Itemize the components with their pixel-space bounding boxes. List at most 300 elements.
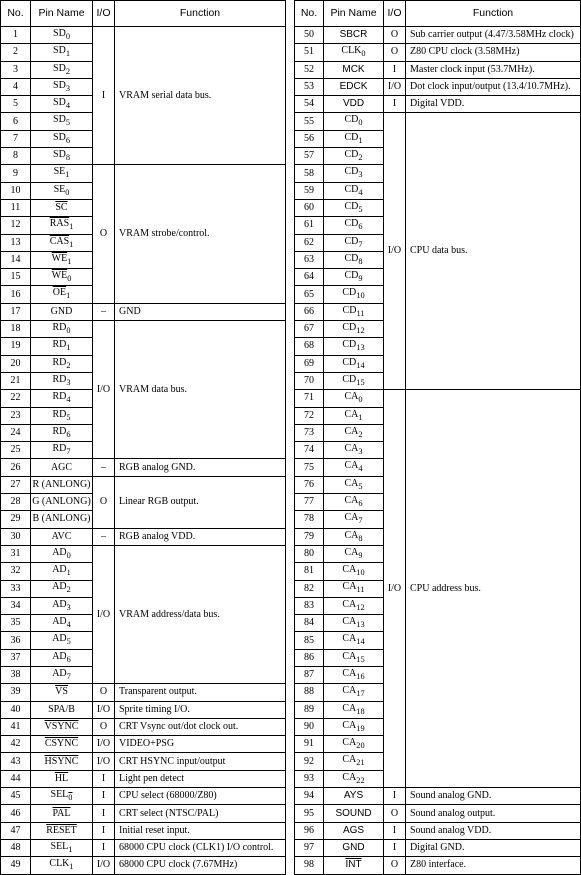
pin-name-text: AGC bbox=[50, 461, 73, 473]
pin-name bbox=[31, 701, 93, 718]
pin-number: 55 bbox=[295, 113, 324, 130]
pin-subscript: 7 bbox=[358, 516, 363, 526]
pin-name bbox=[324, 148, 384, 165]
pin-number: 30 bbox=[1, 528, 31, 545]
pin-subscript: 6 bbox=[66, 429, 71, 439]
pin-number: 84 bbox=[295, 615, 324, 632]
pin-number: 9 bbox=[1, 165, 31, 182]
pin-name-text: SD bbox=[53, 27, 66, 39]
pin-name-text: CA bbox=[342, 633, 357, 645]
pin-number: 39 bbox=[1, 684, 31, 701]
pin-subscript: 6 bbox=[358, 222, 363, 232]
pin-name-text: CSYNC bbox=[44, 738, 79, 750]
pin-number: 61 bbox=[295, 217, 324, 234]
pin-name-text: SBCR bbox=[339, 29, 368, 41]
pin-name-text: $\overline{SC}$ bbox=[55, 202, 68, 214]
pin-name bbox=[31, 857, 93, 874]
header-pin-name: Pin Name bbox=[324, 1, 384, 27]
pin-name bbox=[31, 44, 93, 61]
pin-name-text: CD bbox=[344, 218, 359, 230]
pin-number: 57 bbox=[295, 148, 324, 165]
pin-name bbox=[31, 528, 93, 545]
table-row bbox=[1, 321, 286, 338]
pin-name-text: SD bbox=[53, 97, 66, 109]
pin-name-text: RD bbox=[52, 339, 67, 351]
pin-name bbox=[31, 632, 93, 649]
pin-number: 92 bbox=[295, 753, 324, 770]
pin-name-text: VDD bbox=[342, 98, 365, 110]
pin-subscript: 0 bbox=[358, 118, 363, 128]
pin-number: 53 bbox=[295, 78, 324, 95]
pin-number: 44 bbox=[1, 770, 31, 787]
pin-function: GND bbox=[115, 303, 286, 320]
pin-name-text: SEL bbox=[50, 840, 69, 852]
pin-name bbox=[31, 165, 93, 182]
pin-io: I bbox=[384, 61, 406, 78]
pin-number: 40 bbox=[1, 701, 31, 718]
pin-name bbox=[31, 182, 93, 199]
table-row bbox=[1, 770, 286, 787]
pin-name-text: CD bbox=[344, 114, 359, 126]
pin-number: 18 bbox=[1, 321, 31, 338]
pin-number: 85 bbox=[295, 632, 324, 649]
pin-name-text: SD bbox=[53, 114, 66, 126]
pin-name bbox=[31, 649, 93, 666]
pin-name-text: CA bbox=[342, 616, 357, 628]
pin-subscript: 9 bbox=[358, 550, 363, 560]
pin-subscript: 2 bbox=[358, 153, 363, 163]
pin-name bbox=[31, 563, 93, 580]
pin-subscript: 1 bbox=[68, 844, 73, 854]
pin-function: VRAM strobe/control. bbox=[115, 165, 286, 303]
pin-io: O bbox=[384, 857, 406, 874]
pin-number: 47 bbox=[1, 822, 31, 839]
pin-name-text: CA bbox=[344, 460, 359, 472]
pin-subscript: 1 bbox=[358, 412, 363, 422]
pin-subscript: 9 bbox=[358, 274, 363, 284]
pin-name bbox=[324, 701, 384, 718]
pin-subscript: 1 bbox=[69, 862, 74, 872]
pin-name bbox=[31, 442, 93, 459]
pin-io: – bbox=[93, 459, 115, 476]
pin-number: 83 bbox=[295, 597, 324, 614]
pin-name bbox=[31, 424, 93, 441]
pin-number: 72 bbox=[295, 407, 324, 424]
pin-subscript: 5 bbox=[65, 118, 70, 128]
pin-number: 20 bbox=[1, 355, 31, 372]
pin-name bbox=[324, 338, 384, 355]
pin-subscript: 3 bbox=[358, 447, 363, 457]
header-io: I/O bbox=[384, 1, 406, 27]
pin-subscript: 6 bbox=[65, 135, 70, 145]
pin-subscript: 11 bbox=[356, 585, 365, 595]
header-io: I/O bbox=[93, 1, 115, 27]
pin-name-text: $\overline{INT}$ bbox=[345, 859, 362, 871]
pin-name bbox=[31, 217, 93, 234]
pin-number: 32 bbox=[1, 563, 31, 580]
pin-subscript: 4 bbox=[66, 620, 71, 630]
pin-number: 88 bbox=[295, 684, 324, 701]
pin-io: I bbox=[93, 822, 115, 839]
pin-number: 65 bbox=[295, 286, 324, 303]
pin-name-text: CA bbox=[344, 512, 359, 524]
pin-function: Digital GND. bbox=[406, 839, 581, 856]
pin-number: 51 bbox=[295, 44, 324, 61]
pin-number: 37 bbox=[1, 649, 31, 666]
pin-subscript: 8 bbox=[65, 153, 70, 163]
pin-name bbox=[31, 459, 93, 476]
pin-name-text: SPA/B bbox=[48, 703, 75, 715]
pin-function: Sub carrier output (4.47/3.58MHz clock) bbox=[406, 27, 581, 44]
pin-name-text: SD bbox=[53, 62, 66, 74]
pin-io: I bbox=[93, 805, 115, 822]
pin-number: 80 bbox=[295, 545, 324, 562]
pin-number: 75 bbox=[295, 459, 324, 476]
pin-number: 8 bbox=[1, 148, 31, 165]
pin-table-right bbox=[294, 0, 581, 875]
pin-io: I bbox=[384, 822, 406, 839]
pin-name-text: RD bbox=[52, 408, 67, 420]
pin-name bbox=[324, 718, 384, 735]
table-row bbox=[1, 528, 286, 545]
pin-name-text: CA bbox=[342, 754, 357, 766]
pin-number: 29 bbox=[1, 511, 31, 528]
pin-name bbox=[324, 96, 384, 113]
pin-name bbox=[324, 303, 384, 320]
pin-name bbox=[324, 355, 384, 372]
pin-name-text: CA bbox=[342, 650, 357, 662]
table-row bbox=[295, 96, 581, 113]
pin-name-text: AYS bbox=[343, 790, 364, 802]
pin-name-text: CA bbox=[342, 685, 357, 697]
pin-name bbox=[31, 390, 93, 407]
pin-io: I/O bbox=[384, 113, 406, 390]
pin-name bbox=[324, 666, 384, 683]
table-row bbox=[1, 736, 286, 753]
pin-io: I/O bbox=[384, 390, 406, 788]
pin-name-text: CA bbox=[344, 391, 359, 403]
pin-name bbox=[31, 61, 93, 78]
pin-name bbox=[324, 545, 384, 562]
pin-io: I bbox=[384, 839, 406, 856]
pin-name bbox=[324, 857, 384, 874]
pin-name-text: CD bbox=[344, 270, 359, 282]
pin-name bbox=[324, 684, 384, 701]
pin-name-text: CD bbox=[344, 131, 359, 143]
pin-name-text: CD bbox=[344, 235, 359, 247]
pin-io: I bbox=[384, 96, 406, 113]
pin-name-text: RD bbox=[52, 443, 67, 455]
pin-subscript: 14 bbox=[356, 360, 365, 370]
pin-name-text: CA bbox=[344, 408, 359, 420]
pin-function: CRT select (NTSC/PAL) bbox=[115, 805, 286, 822]
pin-subscript: 5 bbox=[66, 637, 71, 647]
pin-name bbox=[324, 217, 384, 234]
pin-number: 66 bbox=[295, 303, 324, 320]
pin-name bbox=[324, 788, 384, 805]
pin-subscript: 15 bbox=[356, 377, 365, 387]
pin-subscript: 2 bbox=[65, 66, 70, 76]
pin-name-text: CA bbox=[342, 581, 357, 593]
pin-name-text: $\overline{CAS}$ bbox=[49, 235, 70, 247]
pin-subscript: 2 bbox=[358, 429, 363, 439]
pin-number: 79 bbox=[295, 528, 324, 545]
pin-name-text: HSYNC bbox=[44, 755, 79, 767]
header-function: Function bbox=[115, 1, 286, 27]
pin-number: 4 bbox=[1, 78, 31, 95]
pin-name-text: CD bbox=[342, 287, 357, 299]
pin-io: O bbox=[384, 27, 406, 44]
pin-name bbox=[31, 372, 93, 389]
pin-subscript: 21 bbox=[356, 758, 365, 768]
pin-subscript: 18 bbox=[356, 706, 365, 716]
pin-subscript: 11 bbox=[356, 308, 365, 318]
pin-name-text: AD bbox=[52, 564, 67, 576]
pin-number: 25 bbox=[1, 442, 31, 459]
pin-name bbox=[31, 96, 93, 113]
pin-number: 24 bbox=[1, 424, 31, 441]
pin-name bbox=[31, 269, 93, 286]
pin-number: 82 bbox=[295, 580, 324, 597]
pin-name bbox=[324, 563, 384, 580]
pin-number: 33 bbox=[1, 580, 31, 597]
pin-subscript: 13 bbox=[356, 620, 365, 630]
pin-io: O bbox=[93, 718, 115, 735]
pin-subscript: 1 bbox=[69, 222, 74, 232]
pin-name-text: CD bbox=[344, 183, 359, 195]
pin-name-text: CD bbox=[342, 356, 357, 368]
table-row bbox=[295, 390, 581, 407]
pin-subscript: 16 bbox=[356, 671, 365, 681]
pin-name bbox=[324, 822, 384, 839]
pin-number: 36 bbox=[1, 632, 31, 649]
pin-name bbox=[31, 234, 93, 251]
pin-io: – bbox=[93, 303, 115, 320]
table-row bbox=[1, 822, 286, 839]
pin-number: 76 bbox=[295, 476, 324, 493]
pin-subscript: 4 bbox=[66, 395, 71, 405]
pin-name bbox=[31, 684, 93, 701]
pin-name bbox=[31, 753, 93, 770]
pin-function: VRAM address/data bus. bbox=[115, 545, 286, 683]
pin-name bbox=[31, 148, 93, 165]
pin-name bbox=[31, 770, 93, 787]
pin-name bbox=[324, 182, 384, 199]
pin-name bbox=[324, 528, 384, 545]
pin-subscript: 1 bbox=[66, 568, 71, 578]
pin-io: I bbox=[93, 770, 115, 787]
pin-number: 46 bbox=[1, 805, 31, 822]
pin-name bbox=[324, 615, 384, 632]
pin-subscript: 10 bbox=[356, 291, 365, 301]
pin-io: O bbox=[93, 684, 115, 701]
table-row bbox=[295, 788, 581, 805]
pin-number: 64 bbox=[295, 269, 324, 286]
table-row bbox=[295, 113, 581, 130]
pin-name-text: RD bbox=[52, 391, 67, 403]
pin-name-text: AD bbox=[52, 581, 67, 593]
pin-number: 60 bbox=[295, 199, 324, 216]
pin-number: 77 bbox=[295, 494, 324, 511]
table-row bbox=[295, 78, 581, 95]
pin-function: Sound analog GND. bbox=[406, 788, 581, 805]
pin-number: 34 bbox=[1, 597, 31, 614]
pin-function: 68000 CPU clock (CLK1) I/O control. bbox=[115, 839, 286, 856]
pin-name bbox=[324, 580, 384, 597]
pin-number: 3 bbox=[1, 61, 31, 78]
pin-name-text: CD bbox=[344, 166, 359, 178]
pin-number: 78 bbox=[295, 511, 324, 528]
pin-name bbox=[324, 321, 384, 338]
pin-subscript: 4 bbox=[65, 101, 70, 111]
pin-function: CRT HSYNC input/output bbox=[115, 753, 286, 770]
pin-name-text: AD bbox=[52, 667, 67, 679]
pin-function: Z80 interface. bbox=[406, 857, 581, 874]
pin-name-text: $\overline{RAS}$ bbox=[49, 218, 70, 230]
pin-name bbox=[324, 424, 384, 441]
header-row bbox=[295, 1, 581, 27]
table-row bbox=[1, 459, 286, 476]
pin-name bbox=[324, 165, 384, 182]
pin-name bbox=[324, 805, 384, 822]
pin-subscript: 13 bbox=[356, 343, 365, 353]
pin-name bbox=[31, 476, 93, 493]
pin-function: VRAM data bus. bbox=[115, 321, 286, 459]
pin-name bbox=[324, 44, 384, 61]
pin-number: 26 bbox=[1, 459, 31, 476]
pin-name bbox=[31, 511, 93, 528]
pin-name-text: RD bbox=[52, 425, 67, 437]
pin-io: I/O bbox=[93, 857, 115, 874]
header-no: No. bbox=[1, 1, 31, 27]
pin-name bbox=[324, 286, 384, 303]
pin-number: 43 bbox=[1, 753, 31, 770]
pin-io: I/O bbox=[93, 753, 115, 770]
pin-number: 12 bbox=[1, 217, 31, 234]
pin-function: 68000 CPU clock (7.67MHz) bbox=[115, 857, 286, 874]
pin-subscript: 4 bbox=[358, 464, 363, 474]
pin-name-text: AD bbox=[52, 633, 67, 645]
pin-name bbox=[324, 494, 384, 511]
pin-name bbox=[31, 805, 93, 822]
pin-name-text: GND bbox=[342, 842, 365, 854]
pin-name bbox=[31, 338, 93, 355]
pin-name-text: CA bbox=[344, 529, 359, 541]
pin-subscript: 1 bbox=[67, 256, 72, 266]
pin-name-text: CD bbox=[342, 304, 357, 316]
pin-subscript: 0 bbox=[65, 31, 70, 41]
pin-function: VRAM serial data bus. bbox=[115, 27, 286, 165]
pin-number: 73 bbox=[295, 424, 324, 441]
pin-name-text: SEL bbox=[50, 789, 69, 801]
pin-name-text: CD bbox=[342, 339, 357, 351]
pin-name-text: AD bbox=[52, 546, 67, 558]
pin-subscript: 1 bbox=[69, 239, 74, 249]
table-row bbox=[1, 476, 286, 493]
pin-name-text: CA bbox=[344, 495, 359, 506]
pin-name-text: GND bbox=[50, 305, 73, 317]
pin-name bbox=[31, 130, 93, 147]
pin-number: 10 bbox=[1, 182, 31, 199]
pin-number: 54 bbox=[295, 96, 324, 113]
table-row bbox=[1, 165, 286, 182]
header-function: Function bbox=[406, 1, 581, 27]
pin-io: O bbox=[93, 476, 115, 528]
pin-io: I bbox=[384, 788, 406, 805]
pin-name-text: $\overline{VS}$ bbox=[55, 686, 68, 698]
table-row bbox=[295, 27, 581, 44]
pin-subscript: 0 bbox=[67, 274, 72, 284]
pin-name bbox=[324, 442, 384, 459]
pin-io: O bbox=[93, 165, 115, 303]
pin-name-text: CLK bbox=[341, 45, 362, 57]
pin-name bbox=[31, 286, 93, 303]
pin-number: 49 bbox=[1, 857, 31, 874]
pin-number: 74 bbox=[295, 442, 324, 459]
pin-name bbox=[31, 78, 93, 95]
pin-number: 93 bbox=[295, 770, 324, 787]
pin-function: Dot clock input/output (13.4/10.7MHz). bbox=[406, 78, 581, 95]
pin-name-text: CA bbox=[342, 737, 357, 749]
pin-function: CRT Vsync out/dot clock out. bbox=[115, 718, 286, 735]
pin-subscript: 3 bbox=[66, 377, 71, 387]
pin-name-text: CA bbox=[344, 477, 359, 489]
pin-function: Transparent output. bbox=[115, 684, 286, 701]
pin-number: 19 bbox=[1, 338, 31, 355]
pin-subscript: 0 bbox=[65, 187, 70, 197]
pin-io: I/O bbox=[93, 545, 115, 683]
header-no: No. bbox=[295, 1, 324, 27]
pin-subscript: 6 bbox=[358, 499, 363, 508]
pin-number: 59 bbox=[295, 182, 324, 199]
pin-name-text: CA bbox=[344, 425, 359, 437]
pin-number: 68 bbox=[295, 338, 324, 355]
pin-function: Z80 CPU clock (3.58MHz) bbox=[406, 44, 581, 61]
pin-subscript: 7 bbox=[358, 239, 363, 249]
pin-subscript: 12 bbox=[356, 602, 365, 612]
pin-name-text: CD bbox=[344, 200, 359, 212]
pin-name-text: RESET bbox=[46, 824, 77, 836]
pin-subscript: 0 bbox=[66, 550, 71, 560]
pin-subscript: 0 bbox=[361, 49, 366, 59]
table-row bbox=[295, 822, 581, 839]
pin-name-text: CD bbox=[344, 252, 359, 264]
pin-name bbox=[324, 839, 384, 856]
pin-subscript: 10 bbox=[356, 568, 365, 578]
table-row bbox=[295, 44, 581, 61]
pin-name-text: CA bbox=[342, 598, 357, 610]
pin-subscript: 3 bbox=[65, 83, 70, 93]
pin-number: 69 bbox=[295, 355, 324, 372]
pin-number: 50 bbox=[295, 27, 324, 44]
pin-name bbox=[31, 718, 93, 735]
pin-name-text: SD bbox=[53, 131, 66, 143]
pin-name bbox=[31, 199, 93, 216]
pin-function: RGB analog GND. bbox=[115, 459, 286, 476]
pin-function: Light pen detect bbox=[115, 770, 286, 787]
table-row bbox=[1, 718, 286, 735]
pin-subscript: 17 bbox=[356, 689, 365, 699]
pin-subscript: 20 bbox=[356, 741, 365, 751]
pin-subscript: 1 bbox=[358, 135, 363, 145]
header-pin-name: Pin Name bbox=[31, 1, 93, 27]
pin-number: 16 bbox=[1, 286, 31, 303]
pin-function: Sprite timing I/O. bbox=[115, 701, 286, 718]
pin-subscript: 8 bbox=[358, 533, 363, 543]
pin-name bbox=[324, 597, 384, 614]
pin-function: Linear RGB output. bbox=[115, 476, 286, 528]
pin-name bbox=[31, 839, 93, 856]
